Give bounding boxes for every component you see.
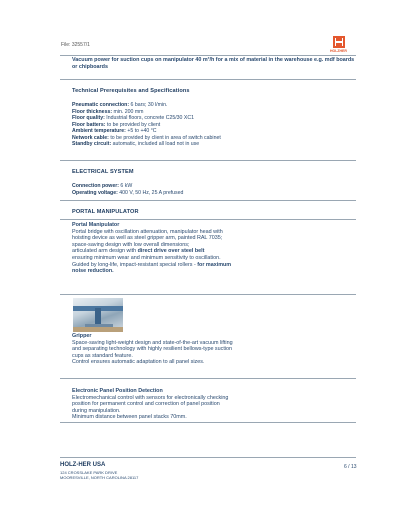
detection-line: Electromechanical control with sensors for electronically checking xyxy=(72,394,229,401)
divider xyxy=(60,79,356,80)
company-name: HOLZ-HER USA xyxy=(60,462,106,468)
footer-divider xyxy=(60,457,356,458)
spec-row: Floor batters: to be provided by client xyxy=(72,121,161,128)
company-address xyxy=(60,470,138,480)
electrical-heading: ELECTRICAL SYSTEM xyxy=(72,169,134,175)
spec-row: Ambient temperature: +5 to +40 °C xyxy=(72,128,157,134)
spec-row: Floor thickness: min. 200 mm xyxy=(72,108,144,115)
address-line: 124 CROSSLAKE PARK DRIVE xyxy=(60,470,118,475)
portal-line: articulated arm design with direct drive over steel belt xyxy=(72,248,205,255)
detection-line: Minimum distance between panel stacks 70mm. xyxy=(72,414,187,421)
detection-subheading: Electronic Panel Position Detection xyxy=(72,388,163,394)
divider xyxy=(60,378,356,379)
portal-line: space-saving design with low overall dimensions; xyxy=(72,241,190,248)
electrical-spec-list xyxy=(72,183,356,196)
tech-heading: Technical Prerequisites and Specifications xyxy=(72,88,190,94)
portal-line: noise reduction. xyxy=(72,268,114,275)
spec-row: Connection power: 6 kW xyxy=(72,183,133,189)
gripper-line: cups as standard feature. xyxy=(72,352,133,359)
spec-row: Operating voltage: 400 V, 50 Hz, 25 A prefused xyxy=(72,189,184,196)
divider xyxy=(60,200,356,201)
gripper-line: and separating technology with highly resilient bellows-type suction xyxy=(72,346,233,353)
spec-row: Floor quality: Industrial floors, concrete C25/30 XC1 xyxy=(72,115,194,121)
gripper-subheading: Gripper xyxy=(72,333,92,339)
logo-text: HOLZHER xyxy=(330,49,347,53)
detection-line: during manipulation. xyxy=(72,407,121,414)
divider xyxy=(60,55,356,56)
portal-line: Portal bridge with oscillation attenuation, manipulator head with xyxy=(72,228,223,235)
portal-subheading: Portal Manipulator xyxy=(72,222,120,228)
spec-row: Standby circuit: automatic, included all load not in use xyxy=(72,141,200,147)
detection-description xyxy=(72,388,356,421)
spec-row: Network cable: to be provided by client in area of switch cabinet xyxy=(72,134,221,141)
divider xyxy=(60,422,356,423)
address-line: MOORESVILLE, NORTH CAROLINA 28117 xyxy=(60,475,139,480)
portal-line: ensuring minimum wear and minimum sensitivity to oscillation. xyxy=(72,254,221,261)
gripper-photo xyxy=(73,298,123,332)
divider xyxy=(60,219,356,220)
spec-row: Pneumatic connection: 6 bars; 30 l/min. xyxy=(72,102,168,108)
tech-spec-list xyxy=(72,102,356,148)
page-number: 6 / 13 xyxy=(344,464,357,470)
portal-description xyxy=(72,222,356,275)
gripper-description xyxy=(72,333,356,366)
portal-line: hoisting device as well as steel gripper arm, painted RAL 7035; xyxy=(72,235,223,242)
holzher-logo xyxy=(333,36,345,48)
detection-line: position for permanent control and correction of panel position xyxy=(72,401,220,408)
intro-text: Vacuum power for suction cups on manipulator 40 m³/h for a mix of material in the warehouse e.g. mdf boards or chipboards xyxy=(72,57,355,70)
divider xyxy=(60,294,356,295)
portal-heading: PORTAL MANIPULATOR xyxy=(72,209,139,215)
file-reference: File: 32557/1 xyxy=(61,42,90,48)
gripper-line: Space-saving light-weight design and state-of-the-art vacuum lifting xyxy=(72,339,233,346)
gripper-line: Control ensures automatic adaptation to all panel sizes. xyxy=(72,359,205,366)
divider xyxy=(60,160,356,161)
portal-line: Guided by long-life, impact-resistant special rollers - for maximum xyxy=(72,261,232,268)
